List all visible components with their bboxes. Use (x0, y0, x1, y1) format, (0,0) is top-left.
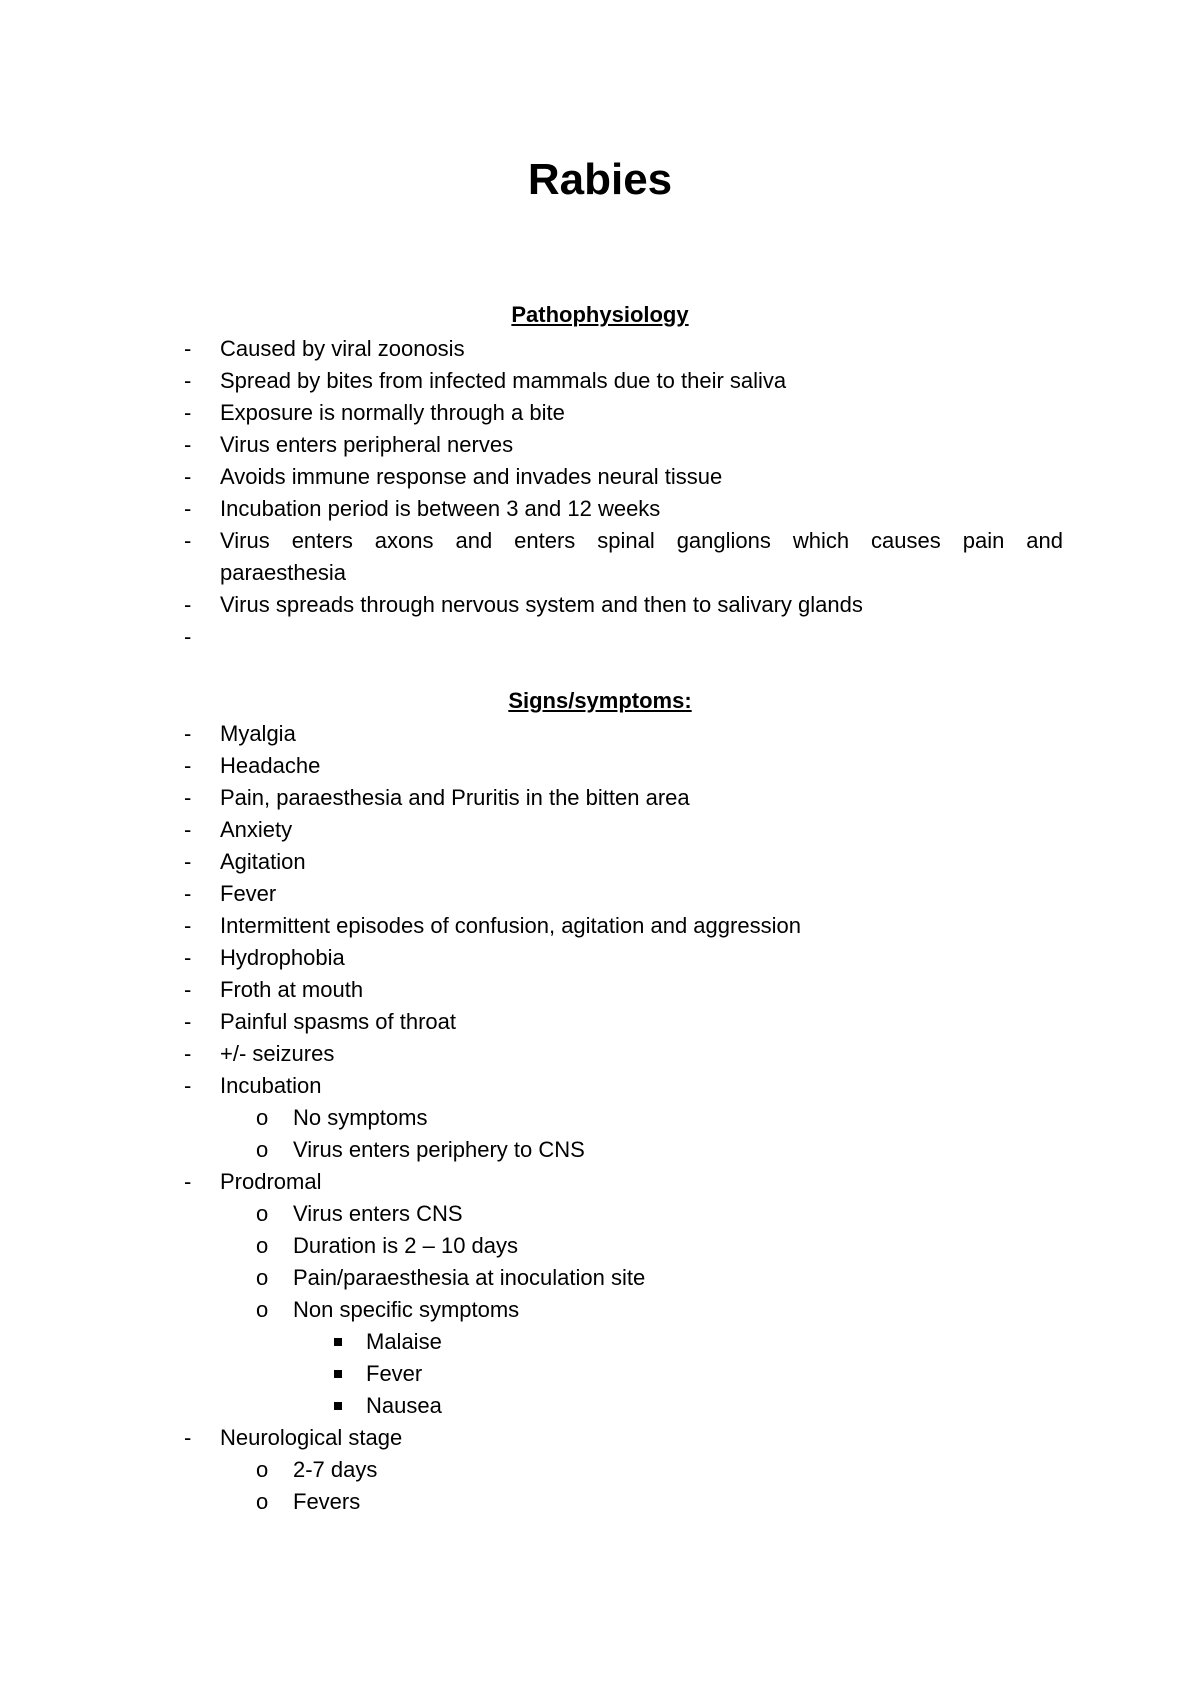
dash-marker: - (184, 400, 192, 425)
sub-list-item (0, 1294, 1063, 1326)
dash-marker: - (184, 913, 192, 938)
list-item-text: Fevers (293, 1489, 361, 1514)
sub-list-item (0, 1198, 1063, 1230)
list-item (0, 878, 1063, 910)
circle-marker: o (256, 1297, 269, 1322)
circle-marker: o (256, 1105, 269, 1130)
sub-sub-list-item (0, 1390, 1063, 1422)
dash-marker: - (184, 817, 192, 842)
square-bullet-icon (334, 1370, 342, 1378)
list-item (0, 1070, 1063, 1102)
list-item-text: Virus enters periphery to CNS (293, 1137, 585, 1162)
list-item (0, 461, 1063, 493)
pathophysiology-list (0, 333, 1063, 653)
list-item-text: 2-7 days (293, 1457, 378, 1482)
list-item-text: Headache (220, 753, 321, 778)
list-item-text: paraesthesia (220, 560, 346, 585)
list-item-text: Myalgia (220, 721, 296, 746)
list-item-text: Nausea (366, 1393, 442, 1418)
sub-list-item (0, 1486, 1063, 1518)
list-item-text: Agitation (220, 849, 306, 874)
list-item (0, 365, 1063, 397)
dash-marker: - (184, 977, 192, 1002)
list-item (0, 1006, 1063, 1038)
circle-marker: o (256, 1233, 269, 1258)
sub-list-item (0, 1230, 1063, 1262)
list-item-text: Anxiety (220, 817, 293, 842)
list-item-text: Avoids immune response and invades neural tissue (220, 464, 723, 489)
dash-marker: - (184, 1425, 192, 1450)
list-item-text: Caused by viral zoonosis (220, 336, 465, 361)
list-item-text: Virus enters CNS (293, 1201, 463, 1226)
list-item-continuation (0, 557, 1063, 589)
list-item-text: Virus enters axons and enters spinal ganglions which causes pain and (220, 528, 1063, 553)
list-item (0, 782, 1063, 814)
dash-marker: - (184, 1009, 192, 1034)
list-item (0, 589, 1063, 621)
dash-marker: - (184, 849, 192, 874)
list-item (0, 1422, 1063, 1454)
list-item (0, 1038, 1063, 1070)
dash-marker: - (184, 785, 192, 810)
circle-marker: o (256, 1201, 269, 1226)
list-item (0, 429, 1063, 461)
list-item-text: Malaise (366, 1329, 442, 1354)
page-title: Rabies (527, 155, 673, 204)
dash-marker: - (184, 753, 192, 778)
list-item (0, 1166, 1063, 1198)
dash-marker: - (184, 1169, 192, 1194)
list-item-text: Non specific symptoms (293, 1297, 520, 1322)
circle-marker: o (256, 1137, 269, 1162)
sub-list-item (0, 1134, 1063, 1166)
section-heading-signs-symptoms: Signs/symptoms: (508, 688, 692, 713)
dash-marker: - (184, 1073, 192, 1098)
sub-sub-list-item (0, 1326, 1063, 1358)
dash-marker: - (184, 464, 192, 489)
list-item (0, 718, 1063, 750)
list-item (0, 942, 1063, 974)
list-item-text: Fever (366, 1361, 423, 1386)
circle-marker: o (256, 1457, 269, 1482)
list-item (0, 333, 1063, 365)
list-item-text: Exposure is normally through a bite (220, 400, 565, 425)
sub-list-item (0, 1102, 1063, 1134)
list-item (0, 910, 1063, 942)
circle-marker: o (256, 1489, 269, 1514)
square-bullet-icon (334, 1402, 342, 1410)
dash-marker: - (184, 368, 192, 393)
dash-marker: - (184, 496, 192, 521)
list-item-text: Intermittent episodes of confusion, agitation and aggression (220, 913, 801, 938)
dash-marker: - (184, 528, 192, 553)
list-item-text: Pain, paraesthesia and Pruritis in the bitten area (220, 785, 690, 810)
list-item-text: Fever (220, 881, 277, 906)
dash-marker: - (184, 721, 192, 746)
list-item (0, 846, 1063, 878)
list-item-text (220, 624, 226, 649)
list-item-text: Spread by bites from infected mammals due to their saliva (220, 368, 787, 393)
list-item-text: Painful spasms of throat (220, 1009, 457, 1034)
list-item-text: Virus enters peripheral nerves (220, 432, 514, 457)
list-item (0, 397, 1063, 429)
dash-marker: - (184, 592, 192, 617)
list-item (0, 974, 1063, 1006)
list-item (0, 814, 1063, 846)
sub-list-item (0, 1262, 1063, 1294)
dash-marker: - (184, 881, 192, 906)
list-item-text: Incubation period is between 3 and 12 weeks (220, 496, 661, 521)
square-bullet-icon (334, 1338, 342, 1346)
list-item-empty (0, 621, 1063, 653)
circle-marker: o (256, 1265, 269, 1290)
list-item-text: Prodromal (220, 1169, 322, 1194)
list-item (0, 750, 1063, 782)
dash-marker: - (184, 336, 192, 361)
section-heading-pathophysiology: Pathophysiology (511, 302, 689, 327)
list-item-text: Duration is 2 – 10 days (293, 1233, 519, 1258)
list-item-text: Virus spreads through nervous system and then to salivary glands (220, 592, 863, 617)
dash-marker: - (184, 945, 192, 970)
sub-list-item (0, 1454, 1063, 1486)
list-item-text: +/- seizures (220, 1041, 335, 1066)
list-item (0, 493, 1063, 525)
signs-symptoms-list (0, 718, 1063, 1518)
list-item (0, 525, 1063, 557)
sub-sub-list-item (0, 1358, 1063, 1390)
list-item-text: Froth at mouth (220, 977, 364, 1002)
list-item-text: Incubation (220, 1073, 322, 1098)
dash-marker: - (184, 1041, 192, 1066)
list-item-text: Neurological stage (220, 1425, 403, 1450)
dash-marker: - (184, 624, 192, 649)
list-item-text: Hydrophobia (220, 945, 345, 970)
list-item-text: Pain/paraesthesia at inoculation site (293, 1265, 646, 1290)
dash-marker: - (184, 432, 192, 457)
list-item-text: No symptoms (293, 1105, 428, 1130)
